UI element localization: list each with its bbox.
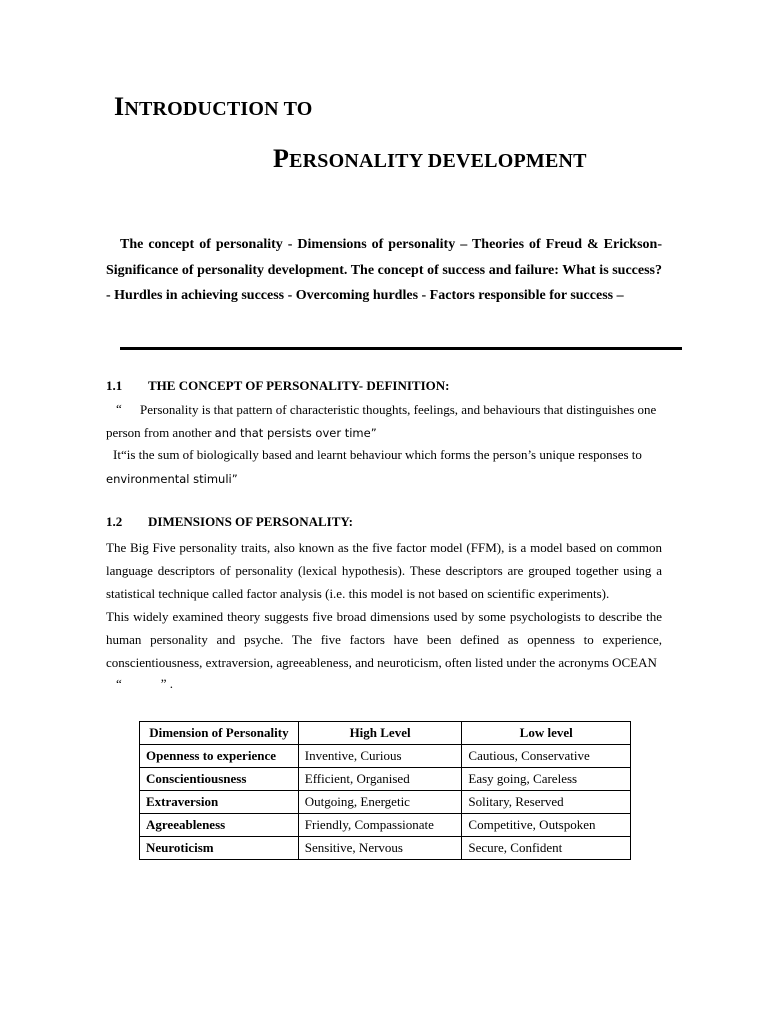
- section-1-title: THE CONCEPT OF PERSONALITY- DEFINITION:: [148, 378, 450, 393]
- section-1-number: 1.1: [106, 378, 123, 393]
- high-level-cell: Friendly, Compassionate: [298, 814, 462, 837]
- dimension-cell: Neuroticism: [140, 837, 299, 860]
- table-row: [140, 768, 631, 791]
- section-2-paragraph-2: This widely examined theory suggests five broad dimensions used by some psychologists to describe the human personality and psyche. The five factors have been defined as openness to experience, conscientiousness, extraversion, agreeableness, and neuroticism, often listed under the acronyms OCEAN: [106, 609, 662, 670]
- table-header-cell: Dimension of Personality: [140, 722, 299, 745]
- personality-dimensions-table: [139, 721, 631, 860]
- title-line-2-initial: P: [273, 144, 290, 173]
- horizontal-rule: [120, 347, 682, 350]
- title-line-1-rest: NTRODUCTION TO: [124, 98, 313, 120]
- definition-1-text-b: [106, 425, 377, 441]
- dimension-cell: Openness to experience: [140, 745, 299, 768]
- section-2-paragraph-1: The Big Five personality traits, also known as the five factor model (FFM), is a model based on common language descriptors of personality (lexical hypothesis). These descriptors are grouped together using a statistical technique called factor analysis (i.e. this model is not based on scientific experiments).: [106, 540, 662, 601]
- title-line-1-initial: I: [114, 92, 125, 121]
- title-line-1: [114, 92, 313, 122]
- low-level-cell: Competitive, Outspoken: [462, 814, 631, 837]
- table-row: [140, 837, 631, 860]
- table-header-cell: High Level: [298, 722, 462, 745]
- definition-2-text-a: It“is the sum of biologically based and learnt behaviour which forms the person’s unique responses to: [113, 447, 642, 462]
- high-level-cell: Inventive, Curious: [298, 745, 462, 768]
- high-level-cell: Sensitive, Nervous: [298, 837, 462, 860]
- high-level-cell: Outgoing, Energetic: [298, 791, 462, 814]
- chapter-overview-text: The concept of personality - Dimensions of personality – Theories of Freud & Erickson- Significance of personality development. The concept of success and failure: What is success? - Hurdles in achieving success - Overcoming hurdles - Factors responsible for success –: [106, 237, 662, 304]
- dimension-cell: Extraversion: [140, 791, 299, 814]
- table-row: [140, 814, 631, 837]
- high-level-cell: Efficient, Organised: [298, 768, 462, 791]
- definition-1-text-b-sans: and that persists over time”: [214, 426, 377, 440]
- low-level-cell: Solitary, Reserved: [462, 791, 631, 814]
- definition-1-text-b-serif: person from another: [106, 425, 212, 440]
- section-1-heading: [106, 378, 449, 394]
- section-2-number: 1.2: [106, 514, 123, 529]
- ocean-quote: “ ” .: [116, 676, 174, 691]
- table-row: [140, 791, 631, 814]
- definition-1-text-a: Personality is that pattern of characteristic thoughts, feelings, and behaviours that distinguishes one: [140, 402, 657, 417]
- low-level-cell: Secure, Confident: [462, 837, 631, 860]
- low-level-cell: Cautious, Conservative: [462, 745, 631, 768]
- section-2-body: [106, 536, 662, 674]
- table-header-cell: Low level: [462, 722, 631, 745]
- low-level-cell: Easy going, Careless: [462, 768, 631, 791]
- section-2-heading: [106, 514, 353, 530]
- dimension-cell: Conscientiousness: [140, 768, 299, 791]
- table-header-row: [140, 722, 631, 745]
- table-row: [140, 745, 631, 768]
- definition-1-open-quote: “: [116, 401, 122, 416]
- title-line-2-rest: ERSONALITY DEVELOPMENT: [289, 150, 587, 172]
- title-line-2: [273, 144, 587, 174]
- section-2-title: DIMENSIONS OF PERSONALITY:: [148, 514, 353, 529]
- dimension-cell: Agreeableness: [140, 814, 299, 837]
- chapter-overview: [106, 232, 662, 309]
- definition-2-text-b: environmental stimuli”: [106, 472, 238, 486]
